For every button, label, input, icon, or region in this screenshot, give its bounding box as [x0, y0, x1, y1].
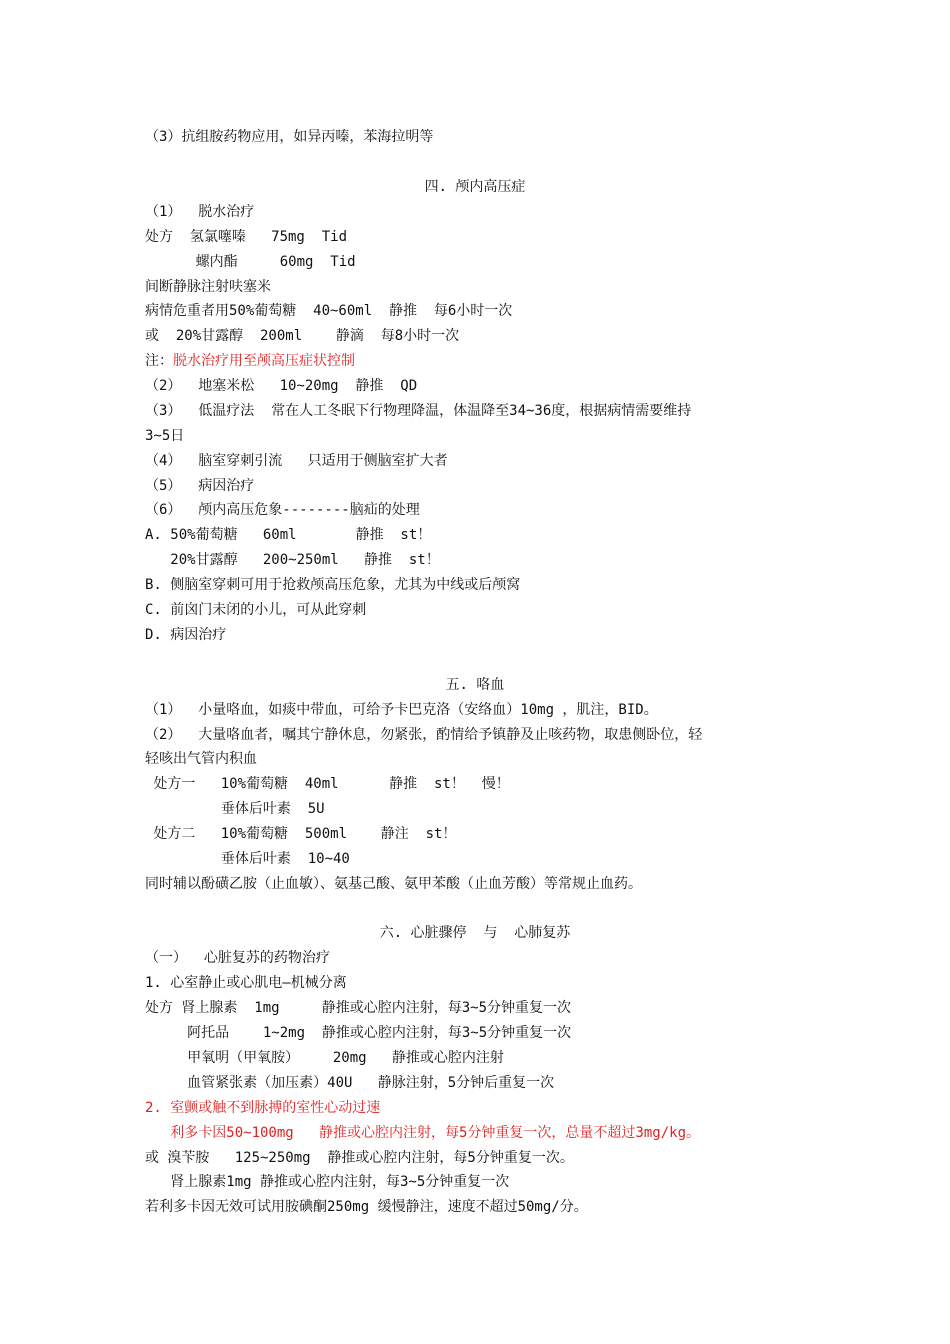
text-line: 阿托品 1~2mg 静推或心腔内注射，每3~5分钟重复一次 — [145, 1025, 572, 1041]
text-line: 或 20%甘露醇 200ml 静滴 每8小时一次 — [145, 328, 460, 344]
section6-heading: 六. 心脏骤停 与 心肺复苏 — [379, 925, 571, 941]
text-line: 螺内酯 60mg Tid — [145, 254, 356, 270]
text-line: 甲氧明（甲氧胺） 20mg 静推或心腔内注射 — [145, 1050, 504, 1066]
text-line: （2） 地塞米松 10~20mg 静推 QD — [145, 378, 418, 394]
text-line: B. 侧脑室穿刺可用于抢救颅高压危象，尤其为中线或后颅窝 — [145, 577, 521, 593]
section3-tail-line: （3）抗组胺药物应用，如异丙嗪，苯海拉明等 — [145, 129, 434, 145]
text-line: 或 溴苄胺 125~250mg 静推或心腔内注射，每5分钟重复一次。 — [145, 1150, 574, 1166]
text-line: 处方二 10%葡萄糖 500ml 静注 st！ — [145, 826, 457, 842]
text-line: 血管紧张素（加压素）40U 静脉注射，5分钟后重复一次 — [145, 1075, 555, 1091]
text-line: 垂体后叶素 10~40 — [145, 851, 350, 867]
section5-heading: 五. 咯血 — [445, 677, 505, 693]
text-line: 间断静脉注射呋塞米 — [145, 279, 271, 295]
highlight-line: 利多卡因50~100mg 静推或心腔内注射，每5分钟重复一次，总量不超过3mg/kg。 — [145, 1125, 701, 1141]
text-line: 同时辅以酚磺乙胺（止血敏）、氨基己酸、氨甲苯酸（止血芳酸）等常规止血药。 — [145, 876, 642, 892]
text-line: A. 50%葡萄糖 60ml 静推 st！ — [145, 527, 432, 543]
text-line: （1） 小量咯血，如痰中带血，可给予卡巴克洛（安络血）10mg ，肌注，BID。 — [145, 702, 658, 718]
text-line: （4） 脑室穿刺引流 只适用于侧脑室扩大者 — [145, 453, 448, 469]
note-line — [145, 351, 355, 371]
text-line: 肾上腺素1mg 静推或心腔内注射，每3~5分钟重复一次 — [145, 1174, 510, 1190]
text-line: 3~5日 — [145, 428, 185, 444]
text-line: 病情危重者用50%葡萄糖 40~60ml 静推 每6小时一次 — [145, 303, 513, 319]
highlight-line: 2. 室颤或触不到脉搏的室性心动过速 — [145, 1100, 381, 1116]
text-line: （1） 脱水治疗 — [145, 204, 255, 220]
note-highlight: 脱水治疗用至颅高压症状控制 — [173, 353, 355, 369]
text-line: （一） 心脏复苏的药物治疗 — [145, 950, 330, 966]
text-line: （6） 颅内高压危象--------脑疝的处理 — [145, 502, 420, 518]
text-line: 20%甘露醇 200~250ml 静推 st！ — [145, 552, 440, 568]
text-line: （5） 病因治疗 — [145, 478, 255, 494]
text-line: D. 病因治疗 — [145, 627, 227, 643]
text-line: 若利多卡因无效可试用胺碘酮250mg 缓慢静注，速度不超过50mg/分。 — [145, 1199, 588, 1215]
text-line: 处方 肾上腺素 1mg 静推或心腔内注射，每3~5分钟重复一次 — [145, 1000, 572, 1016]
text-line: （3） 低温疗法 常在人工冬眠下行物理降温，体温降至34~36度，根据病情需要维持 — [145, 403, 692, 419]
note-prefix: 注： — [145, 353, 173, 369]
text-line: 垂体后叶素 5U — [145, 801, 325, 817]
text-line: （2） 大量咯血者，嘱其宁静休息，勿紧张，酌情给予镇静及止咳药物，取患侧卧位，轻 — [145, 727, 703, 743]
text-line: 处方一 10%葡萄糖 40ml 静推 st！ 慢！ — [145, 776, 510, 792]
text-line: C. 前囟门未闭的小儿，可从此穿刺 — [145, 602, 367, 618]
text-line: 轻咳出气管内积血 — [145, 751, 257, 767]
text-line: 1. 心室静止或心肌电—机械分离 — [145, 975, 347, 991]
text-line: 处方 氢氯噻嗪 75mg Tid — [145, 229, 348, 245]
section4-heading: 四. 颅内高压症 — [424, 179, 526, 195]
